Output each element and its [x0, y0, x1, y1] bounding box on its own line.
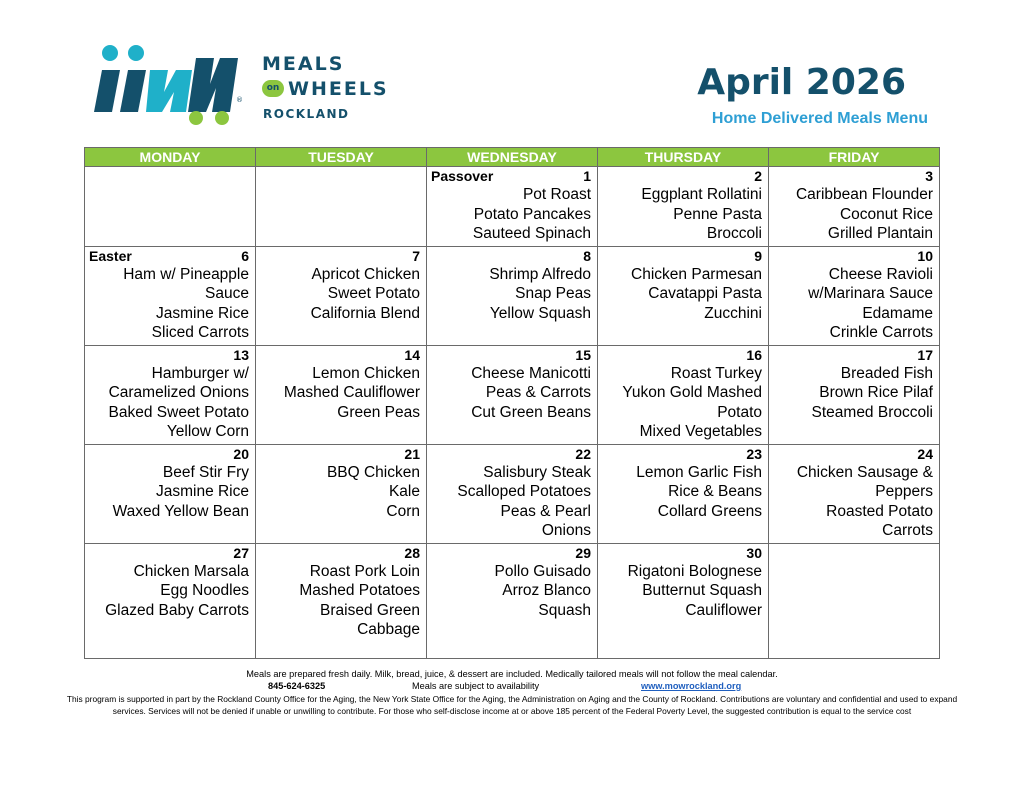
menu-item: Roast Turkey	[670, 364, 762, 382]
day-header-line	[773, 168, 933, 185]
footer-note: Meals are prepared fresh daily. Milk, bread, juice, & dessert are included. Medically tailored meals will not follow the meal calendar.	[246, 669, 778, 679]
calendar-day-cell	[769, 444, 940, 543]
day-number: 13	[233, 346, 249, 363]
day-header-line	[260, 347, 420, 364]
menu-item: Broccoli	[706, 225, 762, 242]
menu-item: Sauteed Spinach	[472, 225, 591, 242]
weekday-header-wednesday: WEDNESDAY	[427, 148, 598, 167]
calendar-day-cell	[256, 167, 427, 247]
footer-phone: 845-624-6325	[268, 681, 326, 691]
svg-text:®: ®	[236, 96, 243, 104]
menu-item: Roasted Potato	[826, 502, 933, 520]
calendar-day-cell	[85, 444, 256, 543]
day-number: 7	[412, 247, 420, 264]
menu-item: Pollo Guisado	[494, 562, 591, 580]
menu-item: Eggplant Rollatini	[641, 186, 762, 203]
menu-item: Mixed Vegetables	[639, 423, 762, 440]
logo-on-badge: on	[262, 80, 284, 97]
calendar-day-cell	[427, 167, 598, 247]
menu-item: Arroz Blanco	[502, 582, 591, 599]
menu-item: Potato	[717, 403, 762, 421]
menu-item: Yellow Corn	[166, 423, 249, 440]
menu-item: Sweet Potato	[327, 285, 420, 302]
day-header-line	[773, 347, 933, 364]
day-number: 15	[575, 346, 591, 363]
day-number: 20	[233, 445, 249, 462]
menu-item: Rigatoni Bolognese	[627, 562, 762, 580]
day-number: 3	[925, 168, 933, 184]
day-header-line	[602, 168, 762, 185]
day-number: 22	[575, 445, 591, 462]
menu-item: Carrots	[882, 522, 933, 539]
calendar-day-cell	[85, 345, 256, 444]
day-header-line	[260, 446, 420, 463]
day-header-line	[260, 545, 420, 562]
menu-item: Sauce	[205, 285, 249, 302]
menu-item: Peas & Carrots	[485, 384, 591, 401]
day-header-line	[773, 446, 933, 463]
logo-wheels-text: WHEELS	[288, 78, 389, 100]
calendar-day-cell	[85, 246, 256, 345]
menu-item: Steamed Broccoli	[811, 403, 933, 421]
day-number: 16	[746, 346, 762, 363]
menu-item: Shrimp Alfredo	[489, 265, 591, 283]
menu-item: Glazed Baby Carrots	[105, 601, 249, 619]
menu-item: Beef Stir Fry	[162, 463, 249, 481]
menu-item: Cauliflower	[685, 601, 762, 619]
menu-item: Baked Sweet Potato	[108, 403, 249, 421]
day-header-line	[602, 545, 762, 562]
menu-item: Collard Greens	[657, 502, 762, 520]
menu-item: Yellow Squash	[489, 304, 591, 322]
footer-availability: Meals are subject to availability	[412, 681, 540, 691]
calendar-day-cell	[769, 345, 940, 444]
menu-item: Cheese Ravioli	[828, 265, 933, 283]
day-number: 10	[917, 247, 933, 264]
day-header-line	[89, 347, 249, 364]
logo-mark-icon	[92, 44, 252, 126]
day-header-line	[602, 347, 762, 364]
menu-item: Brown Rice Pilaf	[819, 384, 933, 401]
menu-item: Chicken Sausage &	[796, 463, 933, 481]
weekday-header-monday: MONDAY	[85, 148, 256, 167]
page-subtitle: Home Delivered Meals Menu	[711, 110, 928, 127]
menu-item: Pot Roast	[522, 186, 591, 203]
menu-item: Sliced Carrots	[151, 324, 249, 341]
footer-disclaimer: This program is supported in part by the Rockland County Office for the Aging, the New York State Office for the Aging, the Administration on Aging and the County of Rockland. Contributions are voluntary and confidential and used to expand services. Services will not be denied if unable or unwilling to contribute. For those who self-disclose income at or above 185 percent of the Federal Poverty Level, the suggested contribution is equal to the service cost	[66, 694, 958, 716]
menu-item: Caribbean Flounder	[795, 186, 933, 203]
day-number: 21	[404, 445, 420, 462]
menu-item: w/Marinara Sauce	[808, 285, 933, 302]
day-header-line	[431, 248, 591, 265]
day-header-line	[89, 545, 249, 562]
day-header-line	[260, 248, 420, 265]
holiday-label: Easter	[89, 247, 132, 264]
menu-item: Grilled Plantain	[827, 225, 933, 242]
menu-item: Waxed Yellow Bean	[112, 502, 249, 520]
day-number: 1	[583, 168, 591, 184]
day-header-line	[89, 446, 249, 463]
menu-item: Rice & Beans	[668, 483, 762, 500]
day-header-line	[773, 248, 933, 265]
menu-item: Peas & Pearl	[500, 502, 591, 520]
day-number: 23	[746, 445, 762, 462]
menu-item: Coconut Rice	[839, 205, 933, 223]
menu-item: Onions	[541, 522, 591, 539]
calendar-week-row	[85, 444, 940, 543]
calendar-day-cell	[598, 167, 769, 247]
calendar-day-cell	[256, 444, 427, 543]
menu-item: Cabbage	[357, 621, 420, 638]
menu-item: Crinkle Carrots	[829, 324, 933, 341]
calendar-day-cell	[85, 167, 256, 247]
calendar-day-cell	[256, 345, 427, 444]
calendar-week-row	[85, 246, 940, 345]
calendar-day-cell	[598, 246, 769, 345]
menu-item: Mashed Potatoes	[299, 582, 420, 599]
calendar-day-cell	[598, 444, 769, 543]
day-number: 2	[754, 168, 762, 184]
day-header-line	[431, 347, 591, 364]
weekday-header-tuesday: TUESDAY	[256, 148, 427, 167]
calendar-day-cell	[427, 444, 598, 543]
calendar-day-cell	[256, 246, 427, 345]
day-number: 28	[404, 544, 420, 561]
menu-item: Apricot Chicken	[311, 265, 420, 283]
day-header-line	[602, 248, 762, 265]
weekday-header-friday: FRIDAY	[769, 148, 940, 167]
day-number: 14	[404, 346, 420, 363]
menu-item: Ham w/ Pineapple	[123, 265, 249, 283]
menu-item: Chicken Parmesan	[631, 265, 762, 283]
calendar-day-cell	[769, 167, 940, 247]
menu-item: Peppers	[875, 483, 933, 500]
day-number: 17	[917, 346, 933, 363]
menu-item: Egg Noodles	[160, 582, 249, 599]
weekday-header-thursday: THURSDAY	[598, 148, 769, 167]
menu-item: Squash	[538, 601, 591, 619]
calendar-day-cell	[256, 543, 427, 658]
menu-item: Snap Peas	[515, 285, 591, 302]
calendar-week-row	[85, 345, 940, 444]
menu-item: Kale	[388, 483, 420, 500]
day-number: 9	[754, 247, 762, 264]
day-number: 27	[233, 544, 249, 561]
calendar-day-cell	[598, 543, 769, 658]
day-header-line	[89, 248, 249, 265]
menu-item: Breaded Fish	[840, 364, 933, 382]
menu-calendar-table	[84, 147, 940, 659]
calendar-day-cell	[769, 543, 940, 658]
page-title: April 2026	[697, 62, 906, 103]
day-header-line	[602, 446, 762, 463]
calendar-day-cell	[85, 543, 256, 658]
menu-item: Potato Pancakes	[473, 205, 591, 223]
day-header-line	[431, 446, 591, 463]
menu-item: Roast Pork Loin	[309, 562, 420, 580]
logo-rockland-text: ROCKLAND	[263, 107, 350, 121]
menu-item: Green Peas	[337, 403, 420, 421]
day-number: 30	[746, 544, 762, 561]
calendar-day-cell	[427, 345, 598, 444]
menu-item: Cavatappi Pasta	[648, 285, 762, 302]
menu-item: California Blend	[310, 304, 420, 322]
menu-item: Corn	[386, 502, 420, 520]
menu-item: Cheese Manicotti	[471, 364, 591, 382]
day-header-line	[431, 545, 591, 562]
menu-item: Butternut Squash	[642, 582, 762, 599]
day-number: 29	[575, 544, 591, 561]
menu-item: Salisbury Steak	[483, 463, 591, 481]
menu-item: Cut Green Beans	[471, 403, 591, 421]
menu-item: Penne Pasta	[673, 205, 762, 223]
weekday-header-row	[85, 148, 940, 167]
menu-item: Yukon Gold Mashed	[622, 384, 762, 401]
calendar-day-cell	[769, 246, 940, 345]
holiday-label: Passover	[431, 168, 494, 184]
calendar-day-cell	[427, 246, 598, 345]
day-header-line	[431, 168, 591, 185]
footer-website-link[interactable]: www.mowrockland.org	[641, 681, 742, 691]
menu-item: Jasmine Rice	[155, 304, 249, 322]
day-number: 24	[917, 445, 933, 462]
calendar-week-row	[85, 543, 940, 658]
menu-item: Caramelized Onions	[108, 384, 249, 401]
menu-item: Hamburger w/	[151, 364, 249, 382]
day-number: 8	[583, 247, 591, 264]
menu-item: Edamame	[862, 304, 933, 322]
calendar-day-cell	[427, 543, 598, 658]
menu-item: Mashed Cauliflower	[283, 384, 420, 401]
menu-item: Chicken Marsala	[133, 562, 249, 580]
calendar-day-cell	[598, 345, 769, 444]
menu-item: BBQ Chicken	[326, 463, 420, 481]
menu-item: Zucchini	[704, 304, 762, 322]
menu-item: Braised Green	[320, 601, 420, 619]
menu-item: Scalloped Potatoes	[457, 483, 591, 500]
calendar-week-row	[85, 167, 940, 247]
day-number: 6	[241, 247, 249, 264]
menu-item: Lemon Chicken	[312, 364, 420, 382]
menu-item: Lemon Garlic Fish	[636, 463, 762, 481]
menu-item: Jasmine Rice	[155, 483, 249, 500]
logo-meals-text: MEALS	[262, 53, 345, 75]
